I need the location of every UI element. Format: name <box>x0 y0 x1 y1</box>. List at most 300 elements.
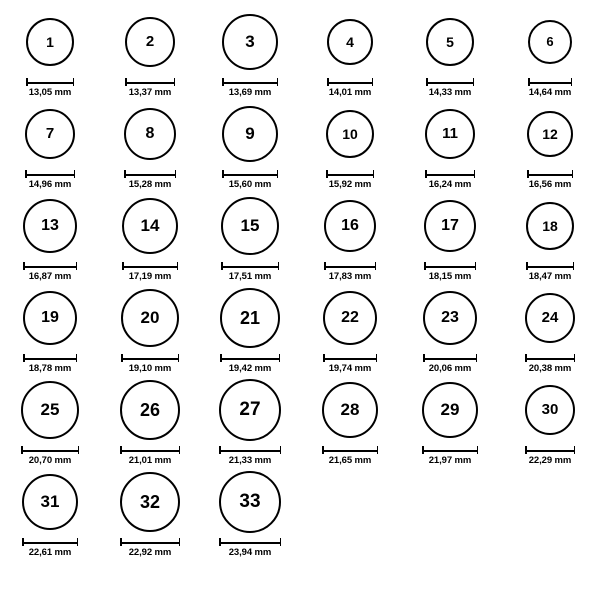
caliper-bar <box>525 358 575 360</box>
ring-circle <box>124 108 176 160</box>
ring-size-cell <box>0 6 100 98</box>
caliper-tick-right <box>571 78 573 86</box>
ring-measure <box>526 262 574 282</box>
ring-measure <box>528 78 572 98</box>
ring-diameter-label: 21,65 mm <box>328 455 372 466</box>
caliper-tick-right <box>179 538 181 546</box>
ring-size-number: 2 <box>145 33 155 50</box>
caliper-tick-right <box>178 354 180 362</box>
caliper-tick-right <box>473 78 475 86</box>
ring-circle <box>221 197 279 255</box>
ring-circle-wrap <box>121 282 179 353</box>
ring-diameter-label: 16,87 mm <box>28 271 72 282</box>
caliper-icon <box>424 262 476 270</box>
ring-diameter-label: 15,92 mm <box>328 179 372 190</box>
ring-diameter-label: 19,42 mm <box>228 363 272 374</box>
ring-size-number: 9 <box>245 124 255 143</box>
ring-circle <box>322 382 378 438</box>
ring-diameter-label: 19,74 mm <box>328 363 372 374</box>
ring-size-cell <box>300 374 400 466</box>
caliper-tick-right <box>572 170 574 178</box>
caliper-tick-left <box>121 354 123 362</box>
ring-size-cell <box>400 6 500 98</box>
caliper-bar <box>221 266 279 268</box>
caliper-tick-left <box>23 354 25 362</box>
caliper-icon <box>326 170 374 178</box>
ring-circle-wrap <box>526 190 574 261</box>
ring-diameter-label: 18,78 mm <box>28 363 72 374</box>
ring-size-number: 27 <box>239 399 261 420</box>
caliper-tick-right <box>375 262 377 270</box>
ring-circle-wrap <box>527 98 573 169</box>
caliper-icon <box>21 446 79 454</box>
caliper-tick-left <box>23 262 25 270</box>
ring-measure <box>120 446 180 466</box>
ring-diameter-label: 18,47 mm <box>528 271 572 282</box>
caliper-tick-left <box>327 78 329 86</box>
ring-diameter-label: 19,10 mm <box>128 363 172 374</box>
ring-diameter-label: 14,96 mm <box>28 179 72 190</box>
caliper-tick-right <box>174 78 176 86</box>
ring-size-cell <box>200 190 300 282</box>
caliper-tick-left <box>221 262 223 270</box>
ring-circle <box>327 19 373 65</box>
ring-circle-wrap <box>125 6 175 77</box>
caliper-icon <box>22 538 78 546</box>
ring-size-cell <box>100 466 200 558</box>
caliper-icon <box>324 262 376 270</box>
caliper-tick-right <box>278 262 280 270</box>
ring-measure <box>124 170 176 190</box>
caliper-icon <box>525 446 575 454</box>
caliper-tick-right <box>377 446 379 454</box>
ring-measure <box>219 446 281 466</box>
caliper-bar <box>324 266 376 268</box>
caliper-tick-right <box>277 78 279 86</box>
caliper-icon <box>425 170 475 178</box>
ring-size-number: 33 <box>239 491 261 512</box>
ring-size-cell <box>500 6 600 98</box>
ring-circle <box>423 291 477 345</box>
caliper-tick-right <box>177 262 179 270</box>
caliper-tick-left <box>422 446 424 454</box>
ring-size-cell <box>300 98 400 190</box>
caliper-bar <box>527 174 573 176</box>
ring-circle <box>120 380 180 440</box>
ring-circle <box>121 289 179 347</box>
ring-circle <box>426 18 474 66</box>
ring-size-cell <box>100 98 200 190</box>
ring-circle-wrap <box>424 190 476 261</box>
ring-circle-wrap <box>21 374 79 445</box>
caliper-bar <box>21 450 79 452</box>
ring-size-number: 21 <box>239 307 261 328</box>
caliper-icon <box>222 78 278 86</box>
ring-circle <box>21 381 79 439</box>
ring-circle-wrap <box>528 6 572 77</box>
caliper-icon <box>124 170 176 178</box>
ring-diameter-label: 13,05 mm <box>28 87 72 98</box>
caliper-icon <box>220 354 280 362</box>
caliper-bar <box>423 358 477 360</box>
ring-circle <box>222 106 278 162</box>
ring-size-number: 19 <box>41 308 59 326</box>
ring-diameter-label: 15,28 mm <box>128 179 172 190</box>
ring-measure <box>424 262 476 282</box>
caliper-bar <box>222 174 278 176</box>
ring-measure <box>324 262 376 282</box>
ring-diameter-label: 18,15 mm <box>428 271 472 282</box>
ring-circle-wrap <box>422 374 478 445</box>
ring-circle <box>222 14 278 70</box>
caliper-icon <box>26 78 74 86</box>
caliper-bar <box>426 82 474 84</box>
caliper-icon <box>25 170 75 178</box>
ring-size-number: 16 <box>341 216 359 234</box>
ring-measure <box>122 262 178 282</box>
ring-circle-wrap <box>221 190 279 261</box>
ring-circle <box>528 20 572 64</box>
caliper-tick-right <box>73 78 75 86</box>
caliper-bar <box>424 266 476 268</box>
caliper-tick-right <box>77 538 79 546</box>
caliper-icon <box>222 170 278 178</box>
caliper-tick-left <box>25 170 27 178</box>
caliper-bar <box>425 174 475 176</box>
caliper-tick-left <box>326 170 328 178</box>
ring-circle-wrap <box>525 374 575 445</box>
ring-circle-wrap <box>219 466 281 537</box>
caliper-tick-right <box>179 446 181 454</box>
ring-diameter-label: 20,06 mm <box>428 363 472 374</box>
caliper-bar <box>526 266 574 268</box>
ring-row <box>0 466 600 558</box>
ring-circle-wrap <box>120 466 180 537</box>
caliper-tick-right <box>372 78 374 86</box>
ring-measure <box>221 262 279 282</box>
ring-size-number: 8 <box>145 124 155 142</box>
ring-circle-wrap <box>222 98 278 169</box>
caliper-tick-left <box>324 262 326 270</box>
caliper-icon <box>219 446 281 454</box>
ring-diameter-label: 13,37 mm <box>128 87 172 98</box>
ring-size-number: 15 <box>240 216 260 235</box>
ring-diameter-label: 14,33 mm <box>428 87 472 98</box>
ring-size-cell <box>300 282 400 374</box>
ring-measure <box>222 170 278 190</box>
ring-measure <box>425 170 475 190</box>
ring-size-cell <box>400 282 500 374</box>
caliper-bar <box>327 82 373 84</box>
ring-circle <box>425 109 475 159</box>
caliper-tick-left <box>21 446 23 454</box>
ring-circle <box>526 202 574 250</box>
ring-measure <box>525 446 575 466</box>
caliper-tick-left <box>423 354 425 362</box>
caliper-icon <box>527 170 573 178</box>
caliper-icon <box>122 262 178 270</box>
caliper-tick-right <box>280 446 282 454</box>
ring-circle-wrap <box>327 6 373 77</box>
caliper-tick-right <box>477 446 479 454</box>
ring-size-number: 17 <box>441 216 459 234</box>
caliper-icon <box>426 78 474 86</box>
ring-size-number: 6 <box>546 34 554 49</box>
ring-size-cell <box>400 98 500 190</box>
ring-circle <box>525 293 575 343</box>
ring-size-number: 3 <box>245 32 255 51</box>
ring-size-cell <box>100 374 200 466</box>
caliper-tick-left <box>525 446 527 454</box>
caliper-icon <box>423 354 477 362</box>
ring-circle-wrap <box>423 282 477 353</box>
caliper-tick-right <box>277 170 279 178</box>
caliper-icon <box>327 78 373 86</box>
ring-diameter-label: 22,61 mm <box>28 547 72 558</box>
ring-measure <box>219 538 281 558</box>
ring-size-number: 22 <box>341 308 359 326</box>
caliper-tick-left <box>220 354 222 362</box>
ring-size-number: 13 <box>41 216 59 234</box>
caliper-tick-left <box>26 78 28 86</box>
ring-circle-wrap <box>220 282 280 353</box>
caliper-icon <box>323 354 377 362</box>
ring-circle-wrap <box>219 374 281 445</box>
ring-measure <box>426 78 474 98</box>
ring-circle-wrap <box>22 466 78 537</box>
ring-size-number: 4 <box>346 33 354 50</box>
caliper-bar <box>124 174 176 176</box>
ring-size-number: 7 <box>45 125 55 142</box>
ring-size-number: 20 <box>140 308 160 327</box>
caliper-bar <box>120 542 180 544</box>
caliper-bar <box>22 542 78 544</box>
caliper-tick-right <box>76 354 78 362</box>
ring-measure <box>26 78 74 98</box>
ring-diameter-label: 21,97 mm <box>428 455 472 466</box>
caliper-tick-left <box>122 262 124 270</box>
caliper-bar <box>23 358 77 360</box>
caliper-tick-right <box>573 262 575 270</box>
ring-circle <box>25 109 75 159</box>
caliper-bar <box>528 82 572 84</box>
caliper-tick-left <box>527 170 529 178</box>
caliper-icon <box>525 354 575 362</box>
ring-size-number: 12 <box>542 125 558 142</box>
caliper-tick-right <box>78 446 80 454</box>
ring-measure <box>23 262 77 282</box>
caliper-bar <box>326 174 374 176</box>
caliper-bar <box>125 82 175 84</box>
caliper-bar <box>222 82 278 84</box>
ring-size-cell <box>300 190 400 282</box>
caliper-tick-right <box>280 538 282 546</box>
caliper-icon <box>120 538 180 546</box>
ring-diameter-label: 14,01 mm <box>328 87 372 98</box>
caliper-icon <box>121 354 179 362</box>
ring-size-number: 10 <box>342 125 358 142</box>
caliper-tick-right <box>475 262 477 270</box>
caliper-tick-right <box>376 354 378 362</box>
ring-measure <box>21 446 79 466</box>
ring-circle-wrap <box>324 190 376 261</box>
caliper-tick-right <box>474 170 476 178</box>
caliper-icon <box>120 446 180 454</box>
ring-diameter-label: 16,56 mm <box>528 179 572 190</box>
ring-measure <box>423 354 477 374</box>
ring-size-cell <box>0 282 100 374</box>
caliper-bar <box>25 174 75 176</box>
caliper-icon <box>219 538 281 546</box>
caliper-tick-right <box>373 170 375 178</box>
ring-size-number: 5 <box>446 33 454 50</box>
caliper-tick-left <box>526 262 528 270</box>
ring-measure <box>222 78 278 98</box>
ring-size-cell <box>200 282 300 374</box>
ring-measure <box>120 538 180 558</box>
caliper-bar <box>525 450 575 452</box>
caliper-bar <box>422 450 478 452</box>
ring-size-cell <box>0 374 100 466</box>
ring-circle <box>120 472 180 532</box>
ring-size-cell <box>200 6 300 98</box>
ring-circle-wrap <box>23 190 77 261</box>
ring-size-number: 26 <box>139 399 161 420</box>
ring-circle <box>324 200 376 252</box>
caliper-icon <box>23 262 77 270</box>
ring-measure <box>525 354 575 374</box>
ring-circle <box>26 18 74 66</box>
caliper-tick-left <box>222 170 224 178</box>
ring-measure <box>322 446 378 466</box>
ring-size-cell <box>100 190 200 282</box>
ring-size-cell <box>500 98 600 190</box>
ring-measure <box>326 170 374 190</box>
caliper-bar <box>26 82 74 84</box>
ring-diameter-label: 23,94 mm <box>228 547 272 558</box>
caliper-tick-left <box>219 538 221 546</box>
ring-size-cell <box>500 282 600 374</box>
caliper-tick-left <box>219 446 221 454</box>
ring-diameter-label: 17,51 mm <box>228 271 272 282</box>
ring-size-cell <box>0 466 100 558</box>
ring-diameter-label: 15,60 mm <box>228 179 272 190</box>
caliper-icon <box>422 446 478 454</box>
ring-size-cell <box>400 190 500 282</box>
ring-measure <box>23 354 77 374</box>
ring-diameter-label: 17,19 mm <box>128 271 172 282</box>
ring-size-cell <box>100 6 200 98</box>
ring-measure <box>220 354 280 374</box>
ring-measure <box>323 354 377 374</box>
ring-diameter-label: 22,29 mm <box>528 455 572 466</box>
ring-circle-wrap <box>25 98 75 169</box>
caliper-tick-left <box>528 78 530 86</box>
ring-diameter-label: 16,24 mm <box>428 179 472 190</box>
ring-diameter-label: 22,92 mm <box>128 547 172 558</box>
caliper-tick-left <box>424 262 426 270</box>
ring-size-number: 1 <box>46 33 54 50</box>
ring-circle <box>220 288 280 348</box>
ring-size-cell <box>200 374 300 466</box>
ring-measure <box>25 170 75 190</box>
ring-diameter-label: 21,33 mm <box>228 455 272 466</box>
ring-circle-wrap <box>124 98 176 169</box>
ring-size-cell <box>100 282 200 374</box>
ring-diameter-label: 20,70 mm <box>28 455 72 466</box>
caliper-tick-left <box>322 446 324 454</box>
ring-circle <box>422 382 478 438</box>
ring-circle-wrap <box>23 282 77 353</box>
ring-measure <box>125 78 175 98</box>
ring-circle <box>323 291 377 345</box>
caliper-bar <box>120 450 180 452</box>
ring-row <box>0 6 600 98</box>
caliper-bar <box>23 266 77 268</box>
caliper-tick-right <box>175 170 177 178</box>
ring-size-cell <box>200 466 300 558</box>
ring-size-number: 32 <box>139 491 161 512</box>
ring-size-cell <box>0 190 100 282</box>
caliper-tick-right <box>476 354 478 362</box>
caliper-icon <box>221 262 279 270</box>
ring-size-cell <box>400 374 500 466</box>
ring-diameter-label: 13,69 mm <box>228 87 272 98</box>
ring-diameter-label: 14,64 mm <box>528 87 572 98</box>
ring-size-number: 30 <box>541 401 559 418</box>
caliper-bar <box>220 358 280 360</box>
caliper-bar <box>322 450 378 452</box>
caliper-tick-right <box>574 446 576 454</box>
ring-circle <box>525 385 575 435</box>
ring-circle-wrap <box>322 374 378 445</box>
caliper-bar <box>323 358 377 360</box>
ring-size-number: 25 <box>40 400 60 419</box>
ring-circle <box>424 200 476 252</box>
ring-measure <box>327 78 373 98</box>
ring-circle <box>125 17 175 67</box>
caliper-icon <box>23 354 77 362</box>
ring-circle <box>219 379 281 441</box>
ring-row <box>0 282 600 374</box>
ring-circle-wrap <box>26 6 74 77</box>
ring-row <box>0 98 600 190</box>
ring-size-cell <box>0 98 100 190</box>
ring-measure <box>121 354 179 374</box>
ring-size-number: 18 <box>542 217 558 234</box>
ring-circle <box>122 198 178 254</box>
caliper-tick-left <box>124 170 126 178</box>
ring-size-cell <box>200 98 300 190</box>
caliper-icon <box>528 78 572 86</box>
caliper-tick-right <box>574 354 576 362</box>
ring-circle-wrap <box>326 98 374 169</box>
caliper-tick-left <box>525 354 527 362</box>
caliper-bar <box>219 542 281 544</box>
ring-diameter-label: 20,38 mm <box>528 363 572 374</box>
ring-circle <box>23 291 77 345</box>
caliper-icon <box>125 78 175 86</box>
ring-size-number: 31 <box>40 492 60 511</box>
caliper-bar <box>122 266 178 268</box>
caliper-tick-right <box>76 262 78 270</box>
ring-circle-wrap <box>323 282 377 353</box>
ring-measure <box>422 446 478 466</box>
caliper-tick-left <box>120 538 122 546</box>
caliper-tick-left <box>120 446 122 454</box>
ring-measure <box>527 170 573 190</box>
ring-row <box>0 374 600 466</box>
